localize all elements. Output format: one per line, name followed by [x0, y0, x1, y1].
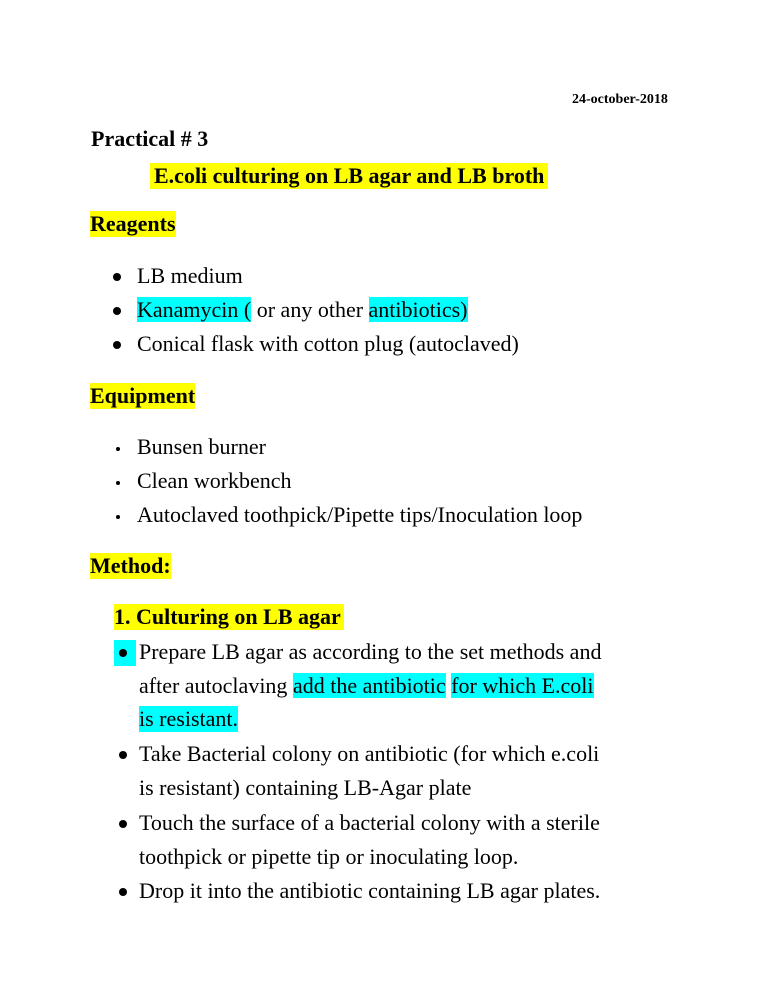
list-item-continuation	[139, 673, 594, 699]
list-item: Prepare LB agar as according to the set methods and	[139, 639, 602, 664]
list-item-continuation: toothpick or pipette tip or inoculating loop.	[139, 844, 519, 869]
bullet-icon	[113, 307, 121, 315]
plain-text: or any other	[256, 297, 364, 322]
method-step-title: 1. Culturing on LB agar	[114, 604, 344, 630]
bullet-icon	[119, 649, 127, 657]
list-item: Clean workbench	[137, 468, 292, 493]
plain-text: after autoclaving	[139, 673, 288, 698]
bullet-icon	[116, 481, 120, 485]
list-item-continuation: is resistant) containing LB-Agar plate	[139, 775, 472, 800]
list-item: Bunsen burner	[137, 434, 266, 459]
list-item: Conical flask with cotton plug (autoclaved)	[137, 331, 519, 356]
highlighted-text: add the antibiotic	[292, 673, 446, 698]
list-item	[137, 297, 468, 323]
equipment-heading: Equipment	[90, 383, 196, 408]
practical-title: Practical # 3	[91, 126, 209, 151]
bullet-icon	[119, 888, 127, 896]
highlighted-text: is resistant.	[139, 706, 238, 731]
bullet-icon	[113, 341, 121, 349]
bullet-icon	[116, 447, 120, 451]
bullet-icon	[116, 515, 120, 519]
bullet-icon	[119, 820, 127, 828]
list-item: Touch the surface of a bacterial colony with a sterile	[139, 810, 600, 835]
reagents-heading: Reagents	[90, 211, 176, 236]
bullet-icon	[113, 273, 121, 281]
list-item: LB medium	[137, 263, 243, 288]
method-heading: Method:	[90, 553, 171, 578]
list-item: Take Bacterial colony on antibiotic (for which e.coli	[139, 741, 600, 766]
document-date: 24-october-2018	[572, 92, 668, 107]
list-item: Drop it into the antibiotic containing LB agar plates.	[139, 878, 601, 903]
bullet-icon	[119, 751, 127, 759]
page-subtitle: E.coli culturing on LB agar and LB broth	[150, 163, 548, 189]
list-item: Autoclaved toothpick/Pipette tips/Inoculation loop	[137, 502, 583, 527]
highlighted-text: antibiotics)	[368, 297, 468, 322]
highlighted-text: for which E.coli	[451, 673, 594, 698]
highlighted-text: Kanamycin (	[137, 297, 252, 322]
